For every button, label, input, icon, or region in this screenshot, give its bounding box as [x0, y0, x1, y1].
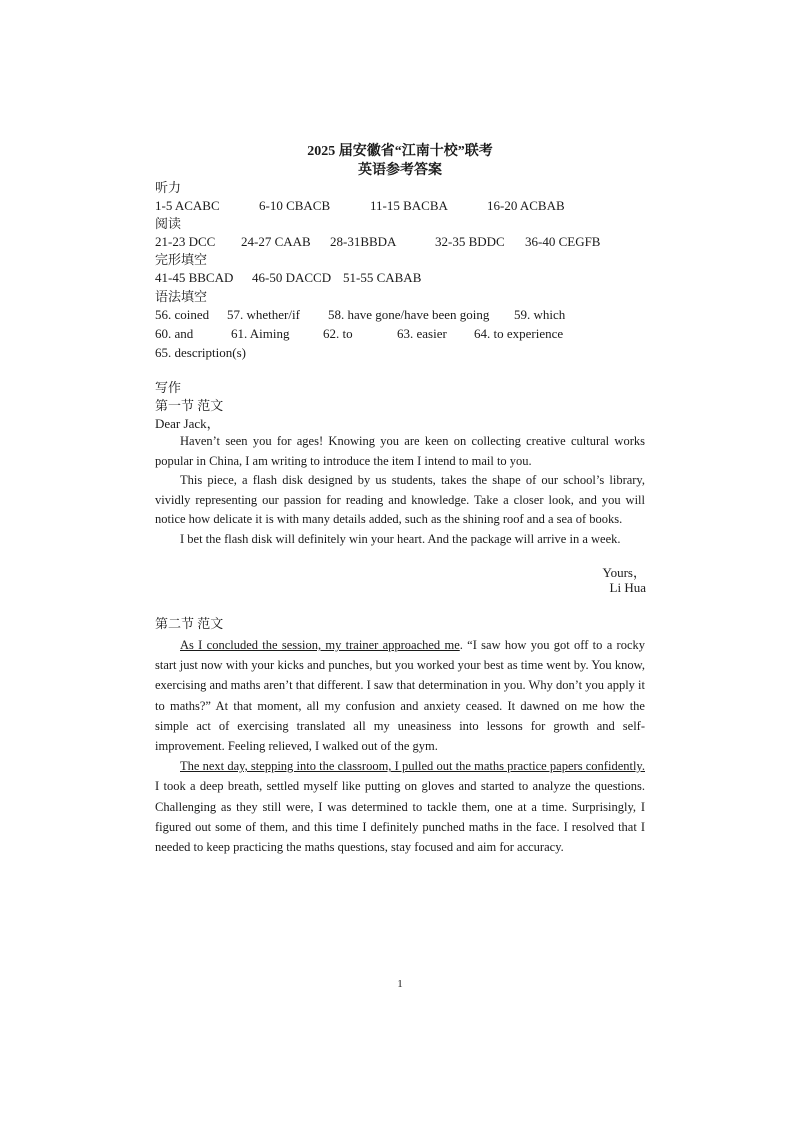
answer-group: 51-55 CABAB: [343, 270, 422, 285]
listening-heading: 听力: [155, 180, 182, 195]
section2-heading: 第二节 范文: [155, 616, 224, 631]
writing-heading: 写作: [155, 380, 182, 395]
essay-paragraph: [155, 756, 645, 857]
letter-paragraph: This piece, a flash disk designed by us students, takes the shape of our school’s library, vividly representing our passion for reading and knowledge. Take a closer look, and you will notice how delicate it is with many details added, such as the shining roof and a sea of books.: [155, 473, 645, 526]
answer-group: 36-40 CEGFB: [525, 234, 601, 249]
underlined-lead-sentence: As I concluded the session, my trainer approached me: [180, 638, 460, 652]
answer-item: 57. whether/if: [227, 307, 300, 322]
letter-greeting: Dear Jack，: [155, 416, 220, 431]
letter-paragraph: Haven’t seen you for ages! Knowing you are keen on collecting creative cultural works popular in China, I am writing to introduce the item I intend to mail to you.: [155, 434, 645, 468]
answer-item: 56. coined: [155, 307, 210, 322]
answer-item: 58. have gone/have been going: [328, 307, 490, 322]
answer-group: 6-10 CBACB: [259, 198, 331, 213]
answer-item: 59. which: [514, 307, 566, 322]
answer-group: 1-5 ACABC: [155, 198, 220, 213]
section1-heading: 第一节 范文: [155, 398, 224, 413]
letter-closing: Yours，: [602, 565, 646, 580]
reading-heading: 阅读: [155, 216, 182, 231]
answer-group: 11-15 BACBA: [370, 198, 448, 213]
letter-signature: Li Hua: [609, 580, 646, 595]
answer-group: 32-35 BDDC: [435, 234, 505, 249]
page-subtitle: 英语参考答案: [358, 163, 442, 178]
letter-body: [155, 432, 645, 549]
answer-group: 41-45 BBCAD: [155, 270, 234, 285]
page-title: 2025 届安徽省“江南十校”联考: [307, 144, 493, 159]
answer-item: 61. Aiming: [231, 326, 290, 341]
answer-group: 28-31BBDA: [330, 234, 397, 249]
cloze-heading: 完形填空: [155, 252, 208, 267]
essay-paragraph: [155, 635, 645, 756]
paragraph-text: . “I saw how you got off to a rocky start just now with your kicks and punches, but you worked your best as time went by. You know, exercising and maths aren’t that different. I saw that determination in you. Why don’t you apply it to maths?” At that moment, all my confusion and anxiety ceased. It dawned on me how the simple act of exercising translated all my uneasiness into lessons for growth and self-improvement. Feeling relieved, I walked out of the gym.: [155, 638, 645, 754]
answer-item: 65. description(s): [155, 345, 246, 360]
answer-group: 46-50 DACCD: [252, 270, 332, 285]
answer-item: 62. to: [323, 326, 353, 341]
answer-item: 63. easier: [397, 326, 447, 341]
answer-item: 60. and: [155, 326, 194, 341]
answer-item: 64. to experience: [474, 326, 564, 341]
paragraph-text: I took a deep breath, settled myself like putting on gloves and started to analyze the questions. Challenging as they still were, I was determined to tackle them, one at a time. Surprisingly, I figured out some of them, and this time I definitely punched maths in the face. I resolved that I needed to keep practicing the maths questions, stay focused and aim for accuracy.: [155, 779, 645, 855]
underlined-lead-sentence: The next day, stepping into the classroom, I pulled out the maths practice papers confidently.: [180, 759, 645, 774]
page-number: 1: [397, 978, 403, 990]
answer-group: 24-27 CAAB: [241, 234, 311, 249]
answer-group: 16-20 ACBAB: [487, 198, 565, 213]
grammar-heading: 语法填空: [155, 289, 208, 304]
answer-group: 21-23 DCC: [155, 234, 216, 249]
continuation-essay: [155, 635, 645, 857]
letter-paragraph: I bet the flash disk will definitely win your heart. And the package will arrive in a week.: [180, 531, 621, 546]
